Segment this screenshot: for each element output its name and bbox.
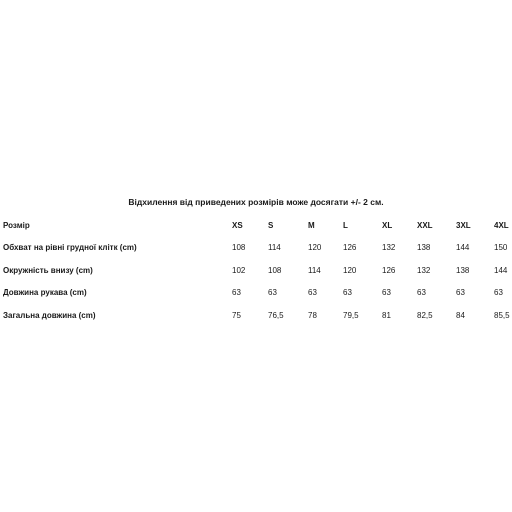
table-cell: 108 [232,243,246,252]
table-cell: 63 [494,288,503,297]
table-cell: 114 [308,266,321,275]
table-cell: 63 [343,288,352,297]
row-label: Загальна довжина (cm) [3,311,96,320]
table-row-sleeve-length [0,287,512,299]
size-header-cell: M [308,221,315,230]
table-row-chest [0,242,512,254]
table-cell: 81 [382,311,391,320]
size-header-cell: 3XL [456,221,471,230]
table-cell: 144 [456,243,470,252]
size-header-cell: XXL [417,221,433,230]
table-row-total-length [0,310,512,322]
table-cell: 132 [382,243,396,252]
table-cell: 85,5 [494,311,510,320]
table-cell: 63 [456,288,465,297]
row-label: Окружність внизу (cm) [3,266,93,275]
table-cell: 150 [494,243,508,252]
size-header-cell: L [343,221,348,230]
row-label: Обхват на рівні грудної клітк (cm) [3,243,137,252]
table-cell: 108 [268,266,282,275]
size-header-label: Розмір [3,221,30,230]
size-header-cell: XS [232,221,243,230]
table-cell: 102 [232,266,246,275]
table-cell: 144 [494,266,508,275]
row-label: Довжина рукава (cm) [3,288,87,297]
table-cell: 63 [382,288,391,297]
table-cell: 63 [417,288,426,297]
table-cell: 114 [268,243,281,252]
table-cell: 126 [343,243,357,252]
table-header-row [0,220,512,232]
table-cell: 84 [456,311,465,320]
table-cell: 79,5 [343,311,359,320]
table-cell: 120 [343,266,357,275]
table-cell: 132 [417,266,431,275]
table-cell: 63 [232,288,241,297]
table-cell: 120 [308,243,322,252]
table-cell: 63 [308,288,317,297]
table-cell: 63 [268,288,277,297]
table-cell: 82,5 [417,311,433,320]
table-cell: 126 [382,266,396,275]
table-cell: 78 [308,311,317,320]
size-header-cell: 4XL [494,221,509,230]
size-header-cell: XL [382,221,393,230]
size-deviation-note: Відхилення від приведених розмірів може досягати +/- 2 см. [128,197,384,207]
size-header-cell: S [268,221,274,230]
table-cell: 138 [417,243,431,252]
table-row-bottom-width [0,265,512,277]
table-cell: 75 [232,311,241,320]
table-cell: 138 [456,266,470,275]
table-cell: 76,5 [268,311,284,320]
